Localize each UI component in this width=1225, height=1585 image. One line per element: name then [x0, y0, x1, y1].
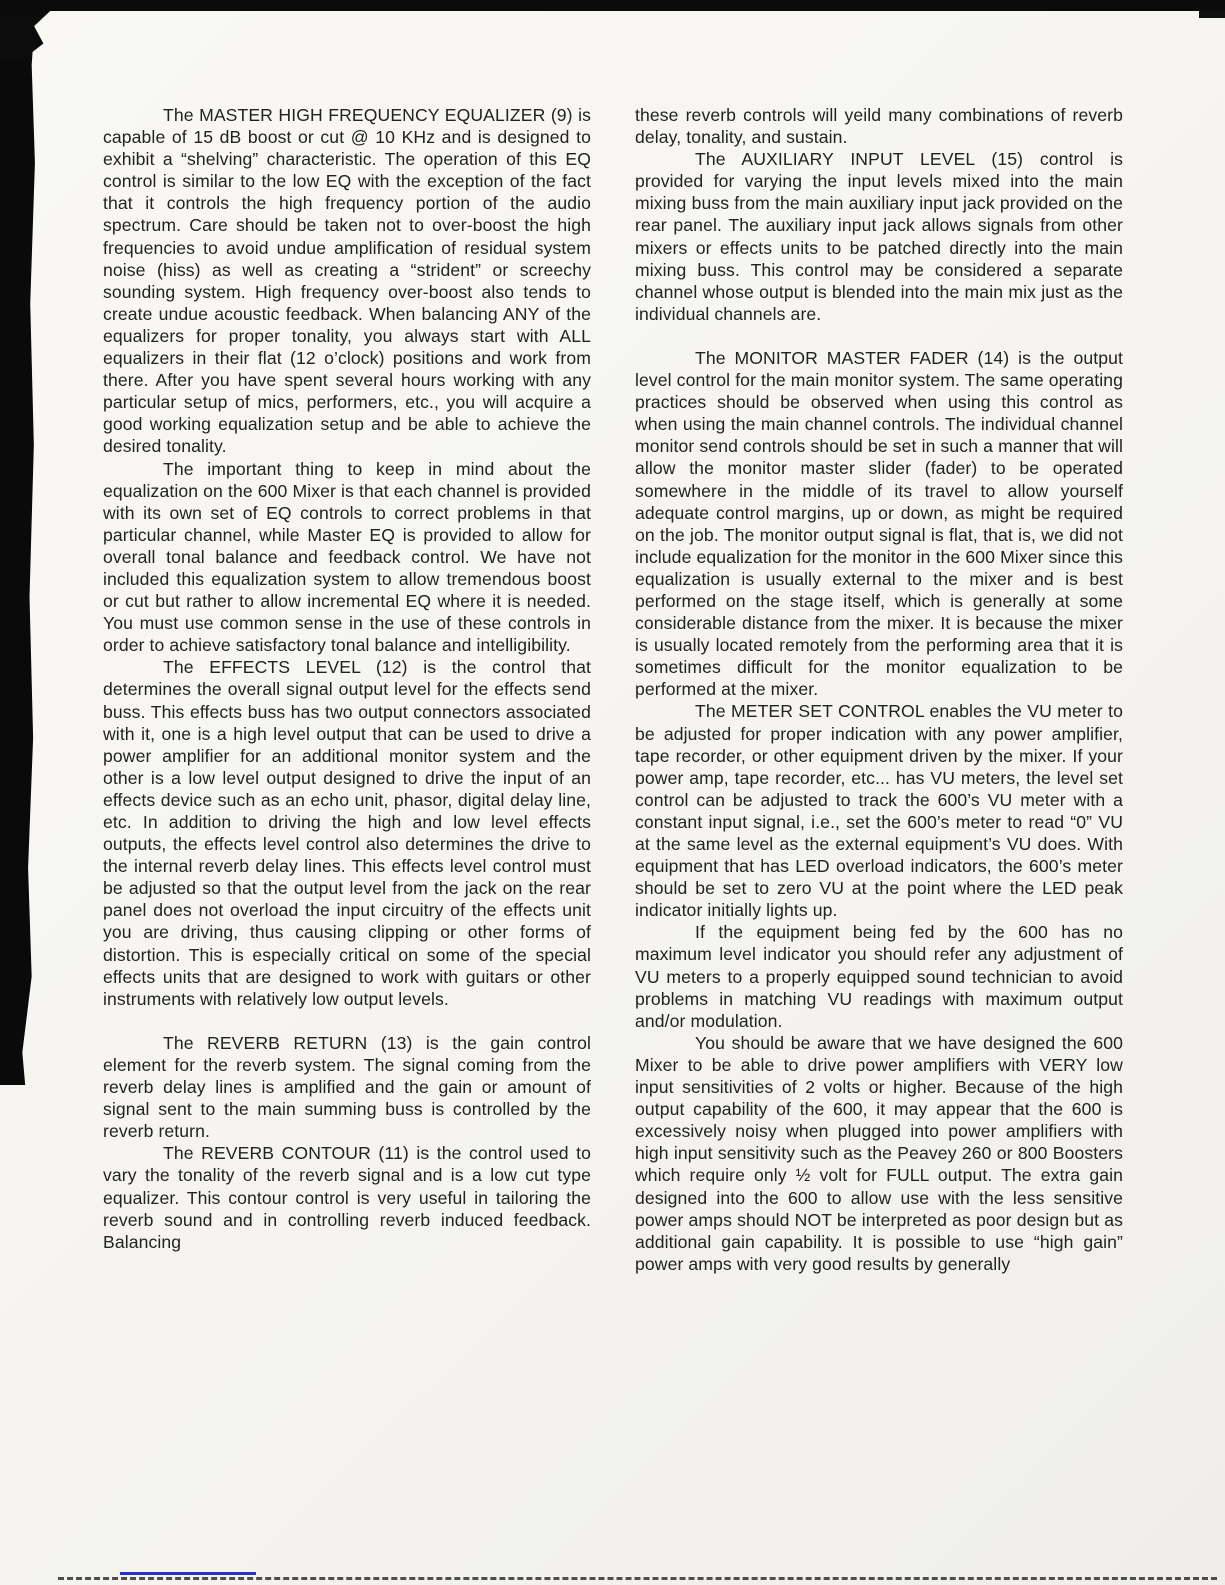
paragraph-reverb-continuation: these reverb controls will yeild many combinations of reverb delay, tonality, and sustain.	[635, 105, 1123, 148]
scan-bottom-dashed-line	[58, 1577, 1217, 1580]
paragraph-monitor-master-fader: The MONITOR MASTER FADER (14) is the output level control for the main monitor system. The same operating practices should be observed when using this control as when using the main channel controls. The individual channel monitor send controls should be set in such a manner that will allow the monitor master slider (fader) to be operated somewhere in the middle of its travel to allow yourself adequate control margins, up or down, as might be required on the job. The monitor output signal is flat, that is, we did not include equalization for the monitor in the 600 Mixer since this equalization is usually external to the mixer and is best performed on the stage itself, which is generally at some considerable distance from the mixer. It is because the mixer is usually located remotely from the performing area that it is sometimes difficult for the monitor equalization to be performed at the mixer.	[635, 347, 1123, 700]
paragraph-reverb-contour: The REVERB CONTOUR (11) is the control used to vary the tonality of the reverb signal and is a low cut type equalizer. This contour control is very useful in tailoring the reverb sound and in controlling reverb induced feedback. Balancing	[103, 1143, 591, 1252]
scan-edge-left	[0, 0, 36, 1085]
paragraph-reverb-return: The REVERB RETURN (13) is the gain control element for the reverb system. The signal coming from the reverb delay lines is amplified and the gain or amount of signal sent to the main summing buss is controlled by the reverb return.	[103, 1032, 591, 1142]
paragraph-meter-set-control: The METER SET CONTROL enables the VU meter to be adjusted for proper indication with any power amplifier, tape recorder, or other equipment driven by the mixer. If your power amp, tape recorder, etc... has VU meters, the level set control can be adjusted to track the 600’s VU meter with a constant input signal, i.e., set the 600’s meter to read “0” VU at the same level as the external equipment’s VU does. With equipment that has LED overload indicators, the 600’s meter should be set to zero VU at the point where the LED peak indicator initially lights up.	[635, 701, 1123, 921]
paragraph-auxiliary-input-level: The AUXILIARY INPUT LEVEL (15) control is provided for varying the input levels mixed into the main mixing buss from the main auxiliary input jack provided on the rear panel. The auxiliary input jack allows signals from other mixers or effects units to be patched directly into the main mixing buss. This control may be considered a separate channel whose output is blended into the main mix just as the individual channels are.	[635, 149, 1123, 324]
paragraph-master-high-frequency-equalizer: The MASTER HIGH FREQUENCY EQUALIZER (9) is capable of 15 dB boost or cut @ 10 KHz and is designed to exhibit a “shelving” characteristic. The operation of this EQ control is similar to the low EQ with the exception of the fact that it controls the high frequency portion of the audio spectrum. Care should be taken not to over-boost the high frequencies to avoid undue amplification of residual system noise (hiss) as well as creating a “strident” or screechy sounding system. High frequency over-boost also tends to create undue acoustic feedback. When balancing ANY of the equalizers for proper tonality, you always start with ALL equalizers in their flat (12 o’clock) positions and work from there. After you have spent several hours working with any particular setup of mics, performers, etc., you will acquire a good working equalization setup and be able to achieve the desired tonality.	[103, 105, 591, 457]
paragraph-effects-level: The EFFECTS LEVEL (12) is the control that determines the overall signal output level for the effects send buss. This effects buss has two output connectors associated with it, one is a high level output that can be used to drive a power amplifier for an additional monitor system and the other is a low level output designed to drive the input of an effects device such as an echo unit, phasor, digital delay line, etc. In addition to driving the high and low level effects outputs, the effects level control also determines the drive to the internal reverb delay lines. This effects level control must be adjusted so that the output level from the jack on the rear panel does not overload the input circuitry of the effects unit you are driving, thus causing clipping or other forms of distortion. This is especially critical on some of the special effects units that are designed to work with guitars or other instruments with relatively low output levels.	[103, 657, 591, 1009]
blue-underline-mark	[120, 1572, 256, 1575]
paragraph-drive-power-amplifiers: You should be aware that we have designed the 600 Mixer to be able to drive power amplifiers with VERY low input sensitivities of 2 volts or higher. Because of the high output capability of the 600, it may appear that the 600 is excessively noisy when plugged into power amplifiers with high input sensitivity such as the Peavey 260 or 800 Boosters which require only ½ volt for FULL output. The extra gain designed into the 600 to allow use with the less sensitive power amps should NOT be interpreted as poor design but as additional gain capability. It is possible to use “high gain” power amps with very good results by generally	[635, 1032, 1123, 1274]
left-column	[103, 104, 591, 1275]
right-column	[635, 104, 1123, 1275]
scan-edge-top	[0, 0, 1225, 11]
page-content	[103, 104, 1123, 1275]
paragraph-equalization-overview: The important thing to keep in mind about the equalization on the 600 Mixer is that each channel is provided with its own set of EQ controls to correct problems in that particular channel, while Master EQ is provided to allow for overall tonal balance and feedback control. We have not included this equalization system to allow tremendous boost or cut but rather to allow incremental EQ where it is needed. You must use common sense in the use of these controls in order to achieve satisfactory tonal balance and intelligibility.	[103, 458, 591, 656]
paragraph-no-maximum-level-indicator: If the equipment being fed by the 600 has no maximum level indicator you should refer any adjustment of VU meters to a properly equipped sound technician to avoid problems in matching VU readings with maximum output and/or modulation.	[635, 922, 1123, 1031]
